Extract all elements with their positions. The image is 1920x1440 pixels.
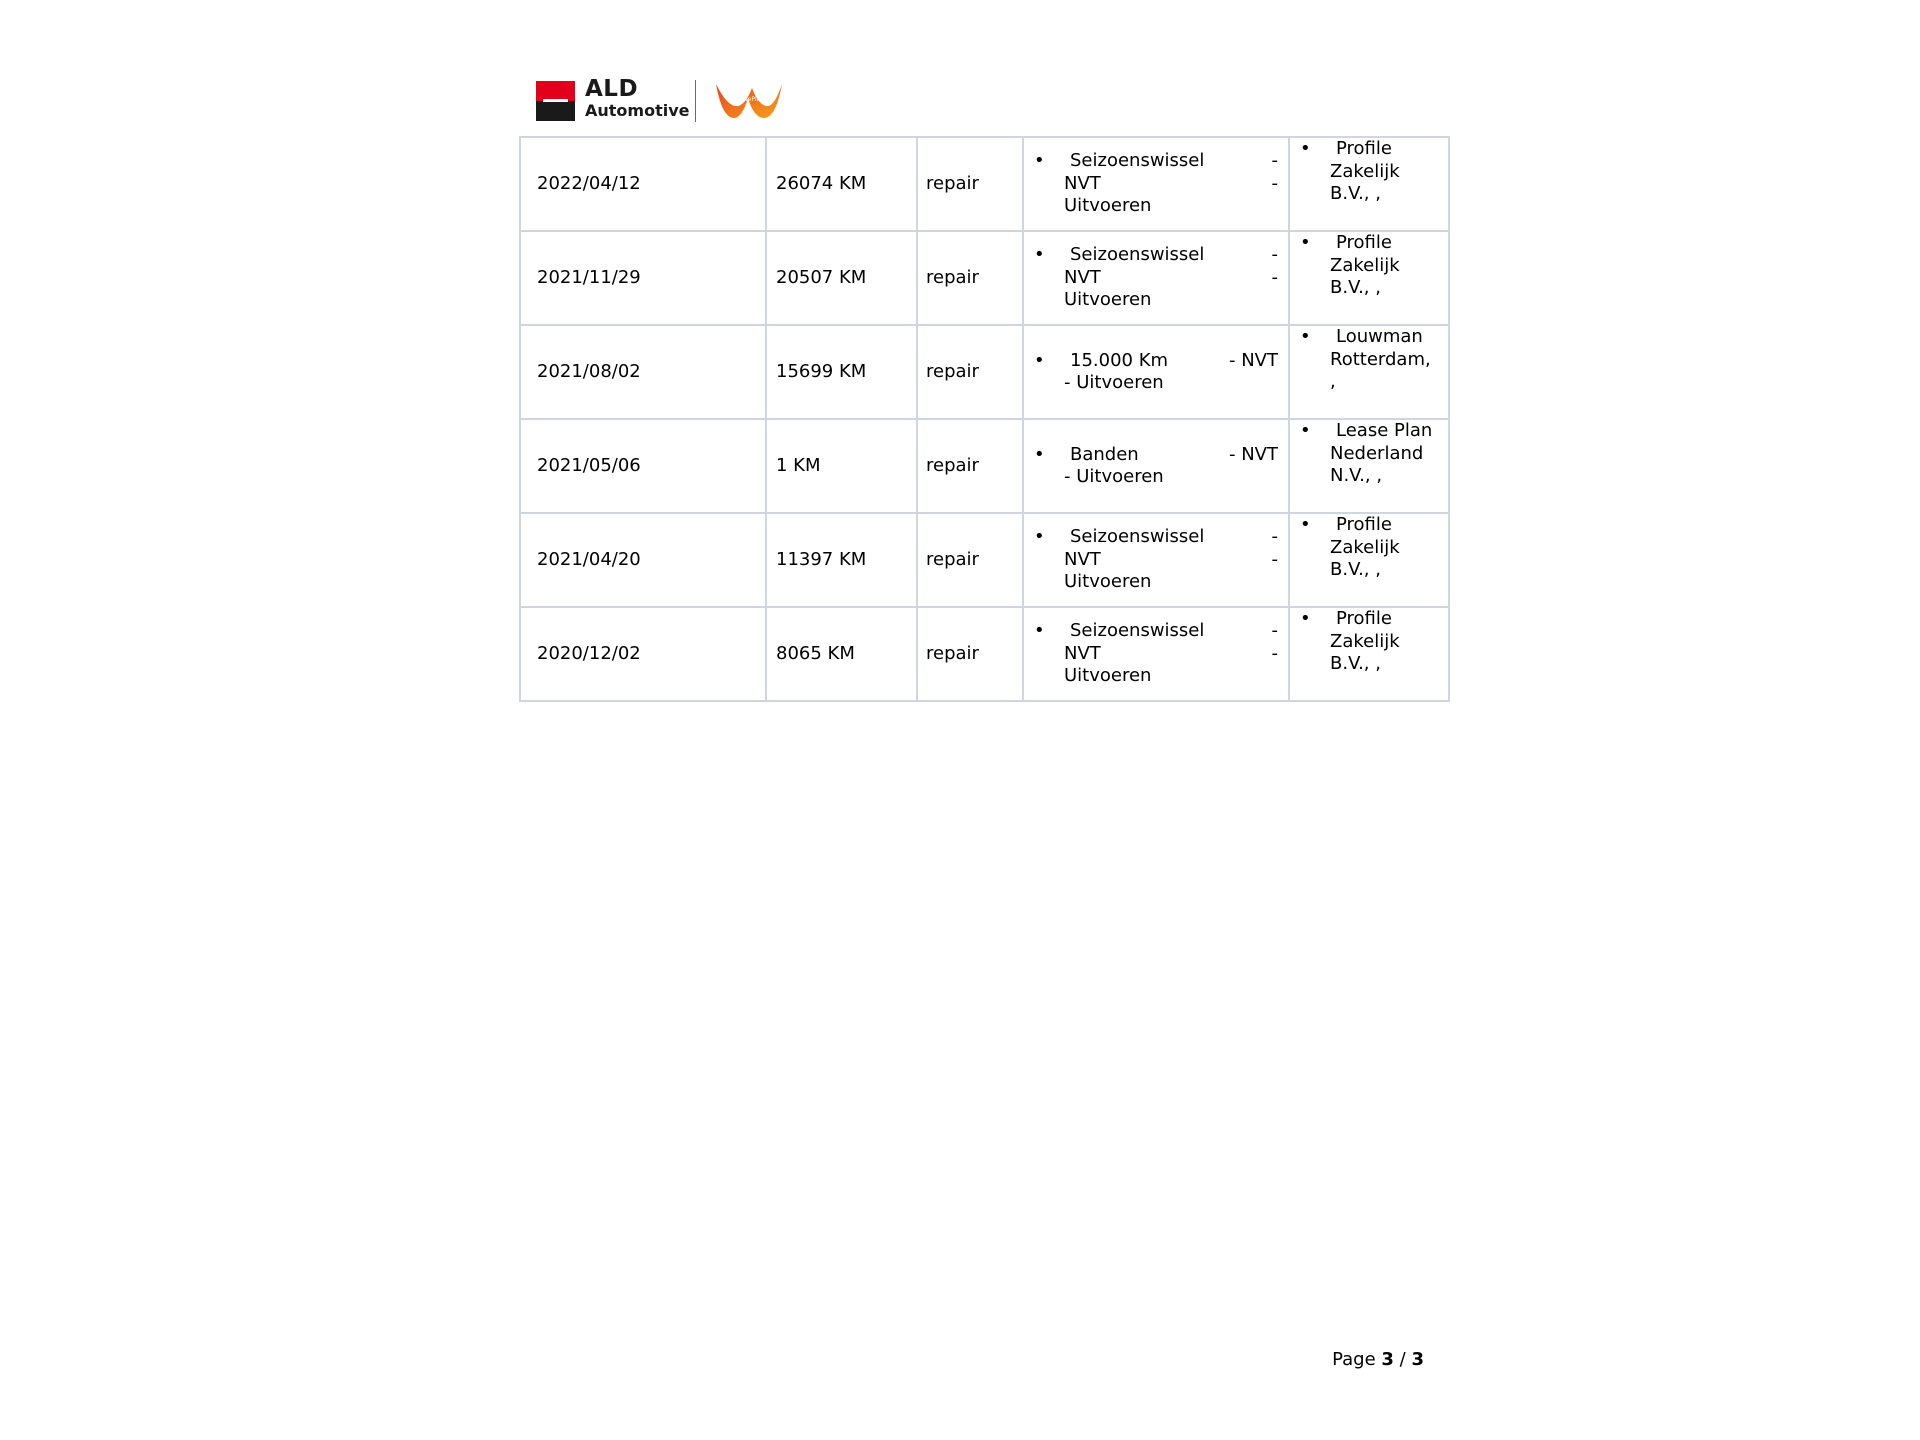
- document-header: [536, 78, 796, 124]
- dealer-cell: [1289, 607, 1449, 701]
- date-value: 2021/11/29: [537, 266, 641, 288]
- dealer-line3: B.V., ,: [1330, 653, 1381, 674]
- km-value: 1 KM: [776, 454, 821, 476]
- bullet: •: [1034, 349, 1045, 371]
- dealer-line3: N.V., ,: [1330, 465, 1383, 486]
- ald-logo-mark: [536, 81, 575, 121]
- service-name: Seizoenswissel: [1070, 620, 1205, 642]
- table-row: [520, 325, 1449, 419]
- bullet: •: [1034, 244, 1045, 266]
- service-sep2: -: [1271, 642, 1278, 664]
- dealer-line2: Zakelijk: [1330, 160, 1400, 182]
- type-value: repair: [926, 548, 979, 570]
- service-cell: [1023, 231, 1289, 325]
- dealer-line2: Nederland: [1330, 442, 1424, 464]
- total-pages: 3: [1411, 1349, 1424, 1370]
- type-value: repair: [926, 642, 979, 664]
- dealer-cell: [1289, 513, 1449, 607]
- page-separator: /: [1399, 1349, 1406, 1370]
- bullet: •: [1034, 443, 1045, 465]
- type-value: repair: [926, 266, 979, 288]
- service-item: [1024, 444, 1288, 489]
- service-cell: [1023, 607, 1289, 701]
- service-item: [1024, 350, 1288, 395]
- service-tail: - NVT: [1229, 349, 1278, 371]
- service-nvt: NVT: [1064, 266, 1101, 288]
- dealer-line1: Lease Plan: [1336, 420, 1433, 441]
- dealer-cell: [1289, 137, 1449, 231]
- service-cell: [1023, 137, 1289, 231]
- service-sep2: -: [1271, 266, 1278, 288]
- dealer-item: [1290, 138, 1448, 206]
- bullet: •: [1300, 514, 1311, 535]
- date-value: 2021/08/02: [537, 360, 641, 382]
- km-value: 8065 KM: [776, 642, 855, 664]
- service-action: Uitvoeren: [1064, 289, 1152, 311]
- service-tail: - NVT: [1229, 443, 1278, 465]
- service-sep: -: [1271, 150, 1278, 172]
- service-rest: - Uitvoeren: [1064, 466, 1164, 487]
- dealer-cell: [1289, 325, 1449, 419]
- bullet: •: [1300, 326, 1311, 347]
- date-cell: [520, 607, 766, 701]
- service-cell: [1023, 419, 1289, 513]
- dealer-line1: Profile: [1336, 608, 1392, 629]
- date-value: 2021/04/20: [537, 548, 641, 570]
- table-row: [520, 513, 1449, 607]
- type-cell: [917, 607, 1023, 701]
- date-cell: [520, 325, 766, 419]
- dealer-line2: Zakelijk: [1330, 536, 1400, 558]
- dealer-line1: Louwman: [1336, 326, 1423, 347]
- ald-logo-text: [585, 78, 690, 119]
- km-value: 15699 KM: [776, 360, 867, 382]
- dealer-cell: [1289, 231, 1449, 325]
- dealer-cell: [1289, 419, 1449, 513]
- bullet: •: [1034, 150, 1045, 172]
- service-item: [1024, 150, 1288, 218]
- type-value: repair: [926, 172, 979, 194]
- table-row: [520, 607, 1449, 701]
- dealer-line1: Profile: [1336, 138, 1392, 159]
- km-cell: [766, 137, 917, 231]
- service-nvt: NVT: [1064, 642, 1101, 664]
- dealer-line3: B.V., ,: [1330, 277, 1381, 298]
- bullet: •: [1300, 420, 1311, 441]
- service-name: Seizoenswissel: [1070, 150, 1205, 172]
- dealer-line2: Zakelijk: [1330, 254, 1400, 276]
- service-cell: [1023, 513, 1289, 607]
- service-item: [1024, 526, 1288, 594]
- type-value: repair: [926, 360, 979, 382]
- page-label: Page: [1332, 1349, 1376, 1370]
- dealer-line3: ,: [1330, 371, 1336, 392]
- bullet: •: [1034, 526, 1045, 548]
- page-number: [1332, 1349, 1424, 1370]
- dealer-line2: Zakelijk: [1330, 630, 1400, 652]
- km-cell: [766, 231, 917, 325]
- date-value: 2021/05/06: [537, 454, 641, 476]
- ald-name: ALD: [585, 76, 639, 102]
- dealer-line1: Profile: [1336, 514, 1392, 535]
- bullet: •: [1034, 620, 1045, 642]
- service-action: Uitvoeren: [1064, 665, 1152, 687]
- dealer-line3: B.V., ,: [1330, 559, 1381, 580]
- type-value: repair: [926, 454, 979, 476]
- table-row: [520, 419, 1449, 513]
- service-item: [1024, 620, 1288, 688]
- dealer-line3: B.V., ,: [1330, 183, 1381, 204]
- maintenance-history-table: [519, 136, 1450, 702]
- date-cell: [520, 231, 766, 325]
- service-sep: -: [1271, 244, 1278, 266]
- table-row: [520, 231, 1449, 325]
- date-cell: [520, 137, 766, 231]
- service-sep2: -: [1271, 548, 1278, 570]
- service-name: Banden: [1070, 443, 1139, 465]
- dealer-item: [1290, 232, 1448, 300]
- service-action: Uitvoeren: [1064, 195, 1152, 217]
- service-sep: -: [1271, 526, 1278, 548]
- type-cell: [917, 419, 1023, 513]
- km-cell: [766, 513, 917, 607]
- type-cell: [917, 325, 1023, 419]
- service-name: 15.000 Km: [1070, 349, 1169, 371]
- type-cell: [917, 231, 1023, 325]
- type-cell: [917, 137, 1023, 231]
- service-name: Seizoenswissel: [1070, 244, 1205, 266]
- type-cell: [917, 513, 1023, 607]
- km-value: 20507 KM: [776, 266, 867, 288]
- ald-subtitle: Automotive: [585, 101, 690, 120]
- bullet: •: [1300, 138, 1311, 159]
- dealer-item: [1290, 420, 1448, 488]
- dealer-item: [1290, 326, 1448, 394]
- leaseplan-logo: [712, 78, 786, 124]
- service-rest: - Uitvoeren: [1064, 372, 1164, 393]
- date-cell: [520, 419, 766, 513]
- service-action: Uitvoeren: [1064, 571, 1152, 593]
- km-value: 26074 KM: [776, 172, 867, 194]
- dealer-item: [1290, 608, 1448, 676]
- km-cell: [766, 607, 917, 701]
- service-cell: [1023, 325, 1289, 419]
- date-cell: [520, 513, 766, 607]
- dealer-line1: Profile: [1336, 232, 1392, 253]
- service-sep: -: [1271, 620, 1278, 642]
- km-cell: [766, 325, 917, 419]
- km-cell: [766, 419, 917, 513]
- service-sep2: -: [1271, 172, 1278, 194]
- date-value: 2020/12/02: [537, 642, 641, 664]
- dealer-line2: Rotterdam,: [1330, 348, 1431, 370]
- dealer-item: [1290, 514, 1448, 582]
- bullet: •: [1300, 608, 1311, 629]
- table-row: [520, 137, 1449, 231]
- bullet: •: [1300, 232, 1311, 253]
- logo-divider: [695, 80, 696, 122]
- km-value: 11397 KM: [776, 548, 867, 570]
- service-name: Seizoenswissel: [1070, 526, 1205, 548]
- service-item: [1024, 244, 1288, 312]
- date-value: 2022/04/12: [537, 172, 641, 194]
- service-nvt: NVT: [1064, 172, 1101, 194]
- service-nvt: NVT: [1064, 548, 1101, 570]
- current-page: 3: [1381, 1349, 1394, 1370]
- leaseplan-wordmark: LeasePlan: [733, 96, 765, 103]
